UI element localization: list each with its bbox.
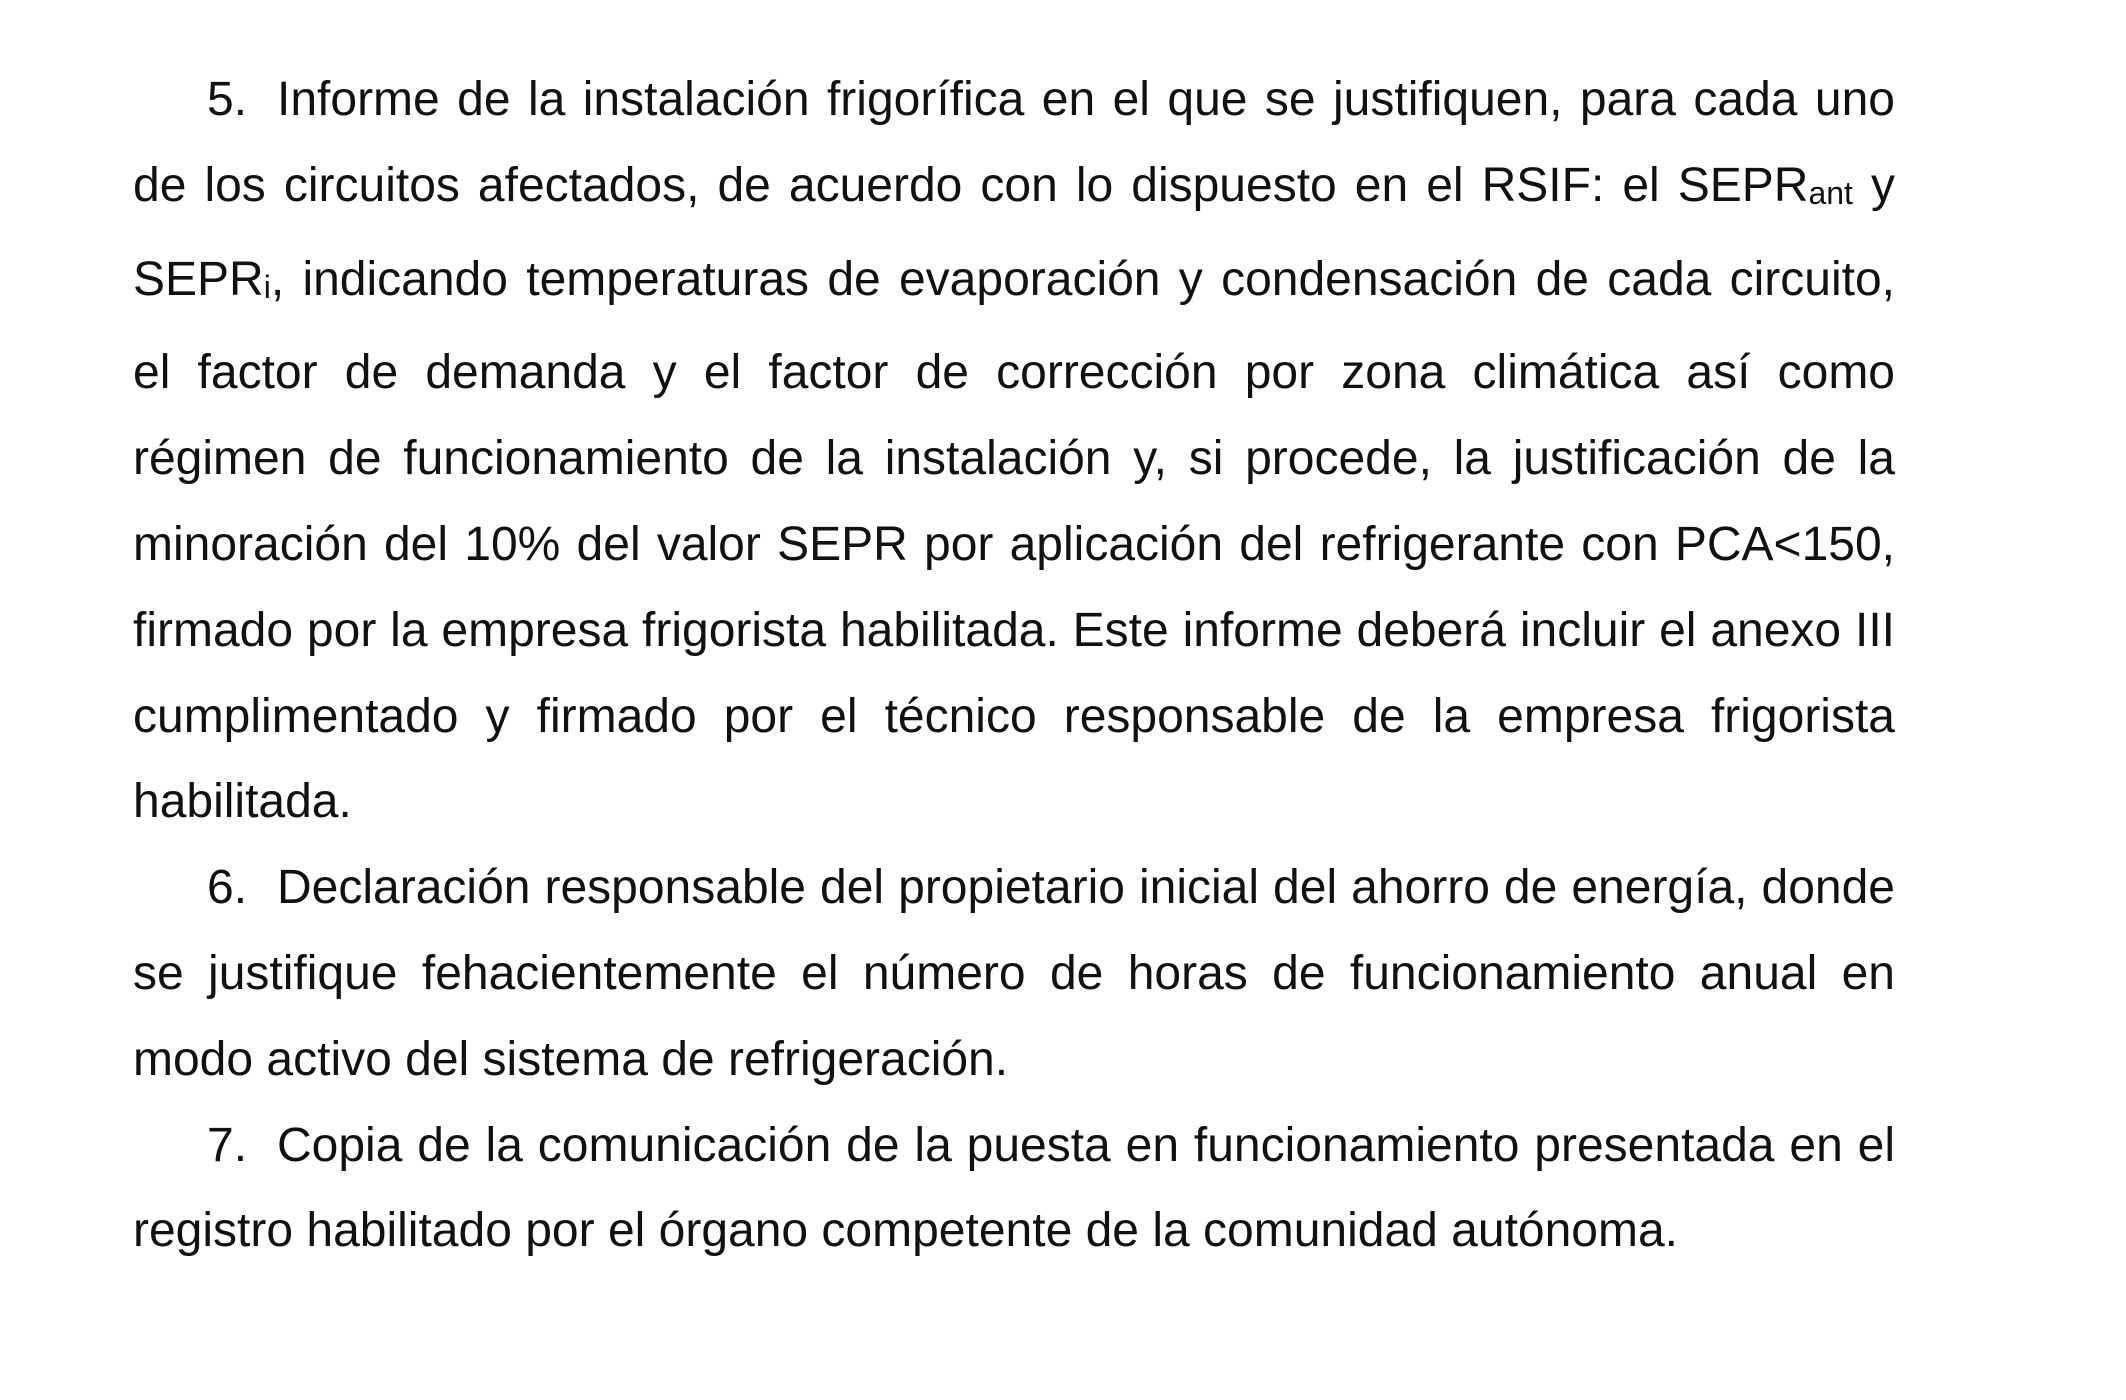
list-item-5 <box>133 57 1895 845</box>
item-number: 7. <box>207 1118 248 1172</box>
item-text: Informe de la instalación frigorífica en el que se justifiquen, para cada uno de los circuitos afectados, de acuerdo con lo dispuesto en el RSIF: el SEPR <box>133 73 1895 212</box>
item-text: y SEPR <box>133 158 1895 306</box>
requirements-list <box>133 57 1895 1274</box>
item-number: 6. <box>207 861 248 915</box>
subscript-i: i <box>263 268 271 305</box>
subscript-ant: ant <box>1808 174 1853 211</box>
list-item-7 <box>133 1103 1895 1275</box>
item-text: , indicando temperaturas de evaporación y condensación de cada circuito, el factor de demanda y el factor de corrección por zona climática así como régimen de funcionamiento de la instalación y, si procede, la justificación de la minoración del 10% del valor SEPR por aplicación del refrigerante con PCA<150, firmado por la empresa frigorista habilitada. Este informe deberá incluir el anexo III cumplimentado y firmado por el técnico responsable de la empresa frigorista habilitada. <box>133 252 1895 829</box>
item-text: Copia de la comunicación de la puesta en funcionamiento presentada en el registro habilitado por el órgano competente de la comunidad autónoma. <box>133 1118 1895 1258</box>
list-item-6 <box>133 845 1895 1102</box>
item-text: Declaración responsable del propietario inicial del ahorro de energía, donde se justifique fehacientemente el número de horas de funcionamiento anual en modo activo del sistema de refrigeración. <box>133 861 1895 1086</box>
item-number: 5. <box>207 73 248 126</box>
